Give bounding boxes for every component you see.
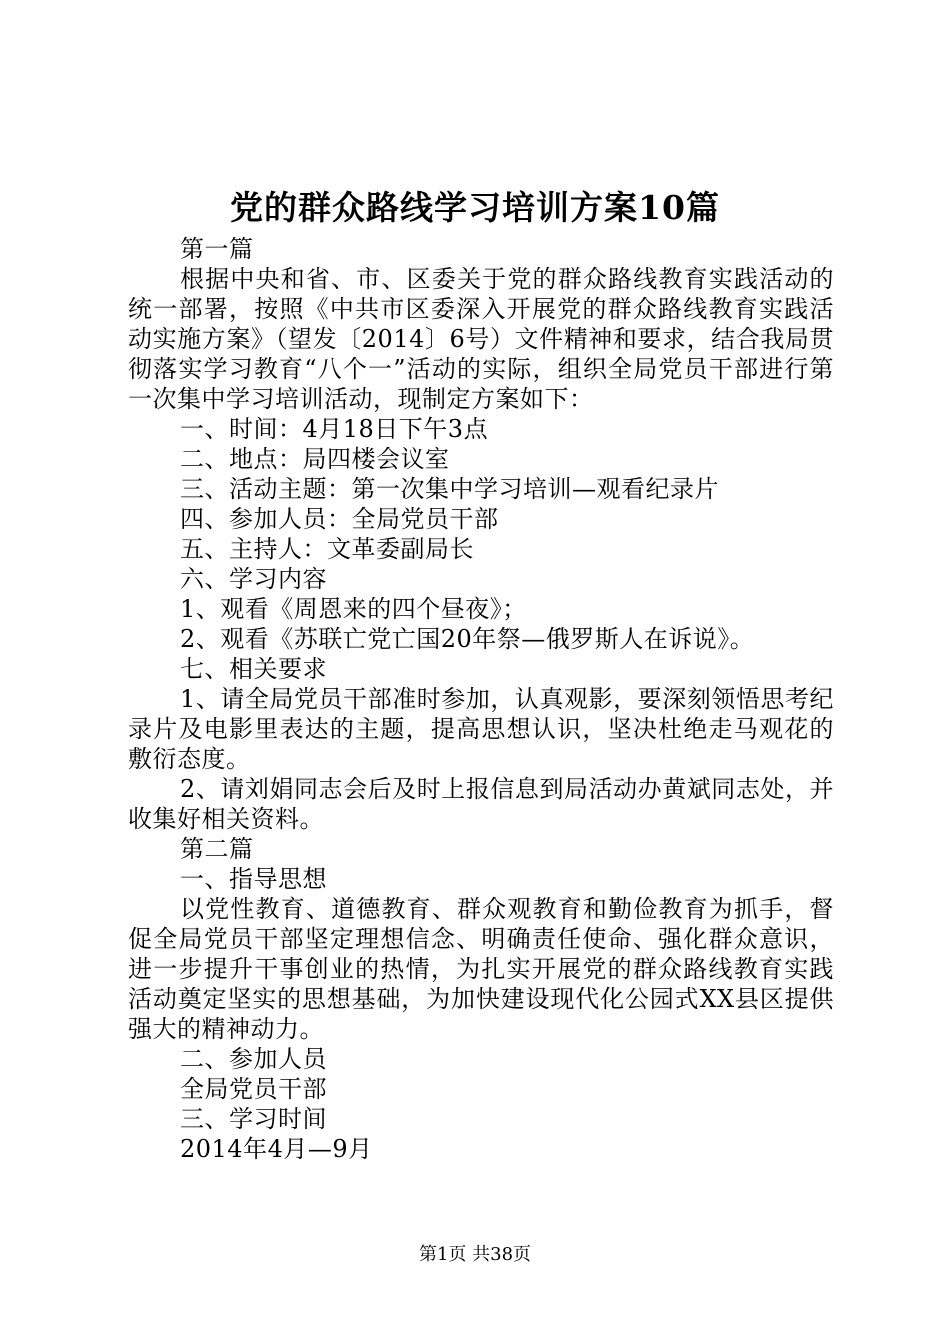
- item-requirements-heading: 七、相关要求: [180, 655, 327, 683]
- requirement-2: 2、请刘娟同志会后及时上报信息到局活动办黄斌同志处，并收集好相关资料。: [128, 775, 834, 833]
- requirement-1: 1、请全局党员干部准时参加，认真观影，要深刻领悟思考纪录片及电影里表达的主题，提高思想认识，坚决杜绝走马观花的敷衍态度。: [128, 685, 834, 773]
- guiding-thought-heading: 一、指导思想: [180, 865, 327, 893]
- item-theme: 三、活动主题：第一次集中学习培训—观看纪录片: [180, 475, 719, 503]
- section-heading-2: 第二篇: [180, 835, 254, 863]
- document-body: [128, 234, 834, 1164]
- item-host: 五、主持人：文革委副局长: [180, 535, 474, 563]
- page-number-footer: 第1页 共38页: [418, 1244, 532, 1265]
- item-participants: 四、参加人员：全局党员干部: [180, 505, 499, 533]
- participants-heading: 二、参加人员: [180, 1045, 327, 1073]
- item-time: 一、时间：4月18日下午3点: [180, 415, 489, 443]
- guiding-thought-paragraph: 以党性教育、道德教育、群众观教育和勤俭教育为抓手，督促全局党员干部坚定理想信念、明确责任使命、强化群众意识，进一步提升干事创业的热情，为扎实开展党的群众路线教育实践活动奠定坚实的思想基础，为加快建设现代化公园式XX县区提供强大的精神动力。: [128, 895, 834, 1043]
- content-item-1: 1、观看《周恩来的四个昼夜》；: [180, 595, 527, 623]
- study-time-text: 2014年4月—9月: [180, 1135, 373, 1163]
- study-time-heading: 三、学习时间: [180, 1105, 327, 1133]
- document-title: 党的群众路线学习培训方案10篇: [230, 188, 720, 227]
- content-item-2: 2、观看《苏联亡党亡国20年祭—俄罗斯人在诉说》。: [180, 625, 755, 653]
- item-location: 二、地点：局四楼会议室: [180, 445, 450, 473]
- item-content-heading: 六、学习内容: [180, 565, 327, 593]
- section-heading-1: 第一篇: [180, 235, 254, 263]
- participants-text: 全局党员干部: [180, 1075, 327, 1103]
- paragraph-intro: 根据中央和省、市、区委关于党的群众路线教育实践活动的统一部署，按照《中共市区委深入开展党的群众路线教育实践活动实施方案》（望发〔2014〕6号）文件精神和要求，结合我局贯彻落实学习教育“八个一”活动的实际，组织全局党员干部进行第一次集中学习培训活动，现制定方案如下：: [128, 265, 834, 413]
